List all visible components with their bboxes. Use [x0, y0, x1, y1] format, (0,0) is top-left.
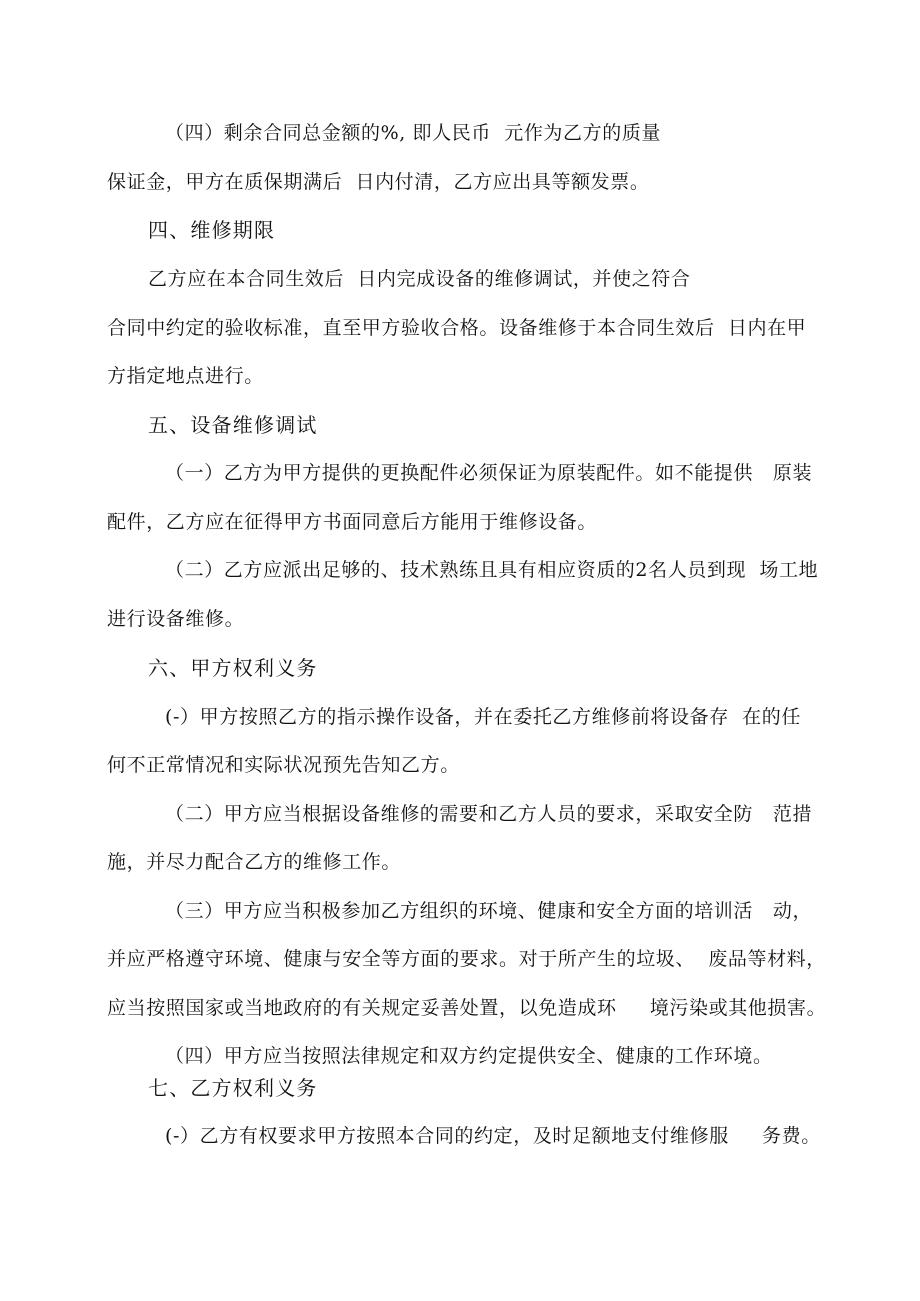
paragraph-line: 施，并尽力配合乙方的维修工作。: [107, 851, 402, 873]
paragraph-line: 应当按照国家或当地政府的有关规定妥善处置，以免造成环 境污染或其他损害。: [107, 997, 827, 1019]
paragraph-line: （四）甲方应当按照法律规定和双方约定提供安全、健康的工作环境。: [165, 1045, 773, 1067]
paragraph-line: 保证金，甲方在质保期满后 日内付清，乙方应出具等额发票。: [107, 171, 650, 193]
section-heading-party-b-rights: 七、乙方权利义务: [148, 1076, 318, 1100]
paragraph-line: (-）乙方有权要求甲方按照本合同的约定，及时足额地支付维修服 务费。: [165, 1125, 821, 1147]
paragraph-line: 合同中约定的验收标准，直至甲方验收合格。设备维修于本合同生效后 日内在甲: [107, 317, 807, 339]
section-heading-maintenance-period: 四、维修期限: [148, 218, 276, 242]
paragraph-line: 何不正常情况和实际状况预先告知乙方。: [107, 754, 460, 776]
paragraph-line: （一）乙方为甲方提供的更换配件必须保证为原装配件。如不能提供 原装: [165, 462, 813, 484]
section-heading-equipment-maintenance: 五、设备维修调试: [148, 413, 318, 437]
paragraph-line: （四）剩余合同总金额的%, 即人民币 元作为乙方的质量: [165, 122, 662, 144]
paragraph-line: （二）乙方应派出足够的、技术熟练且具有相应资质的2名人员到现 场工地: [165, 559, 819, 581]
paragraph-line: （三）甲方应当积极参加乙方组织的环境、健康和安全方面的培训活 动，: [165, 900, 813, 922]
paragraph-line: 并应严格遵守环境、健康与安全等方面的要求。对于所产生的垃圾、 废品等材料，: [107, 948, 826, 970]
paragraph-line: 进行设备维修。: [107, 608, 245, 630]
paragraph-line: 方指定地点进行。: [107, 365, 264, 387]
paragraph-line: 配件，乙方应在征得甲方书面同意后方能用于维修设备。: [107, 511, 598, 533]
section-heading-party-a-rights: 六、甲方权利义务: [148, 656, 318, 680]
paragraph-line: 乙方应在本合同生效后 日内完成设备的维修调试，并使之符合: [148, 268, 691, 290]
paragraph-line: （二）甲方应当根据设备维修的需要和乙方人员的要求，采取安全防 范措: [165, 803, 813, 825]
paragraph-line: (-）甲方按照乙方的指示操作设备，并在委托乙方维修前将设备存 在的任: [165, 706, 801, 728]
